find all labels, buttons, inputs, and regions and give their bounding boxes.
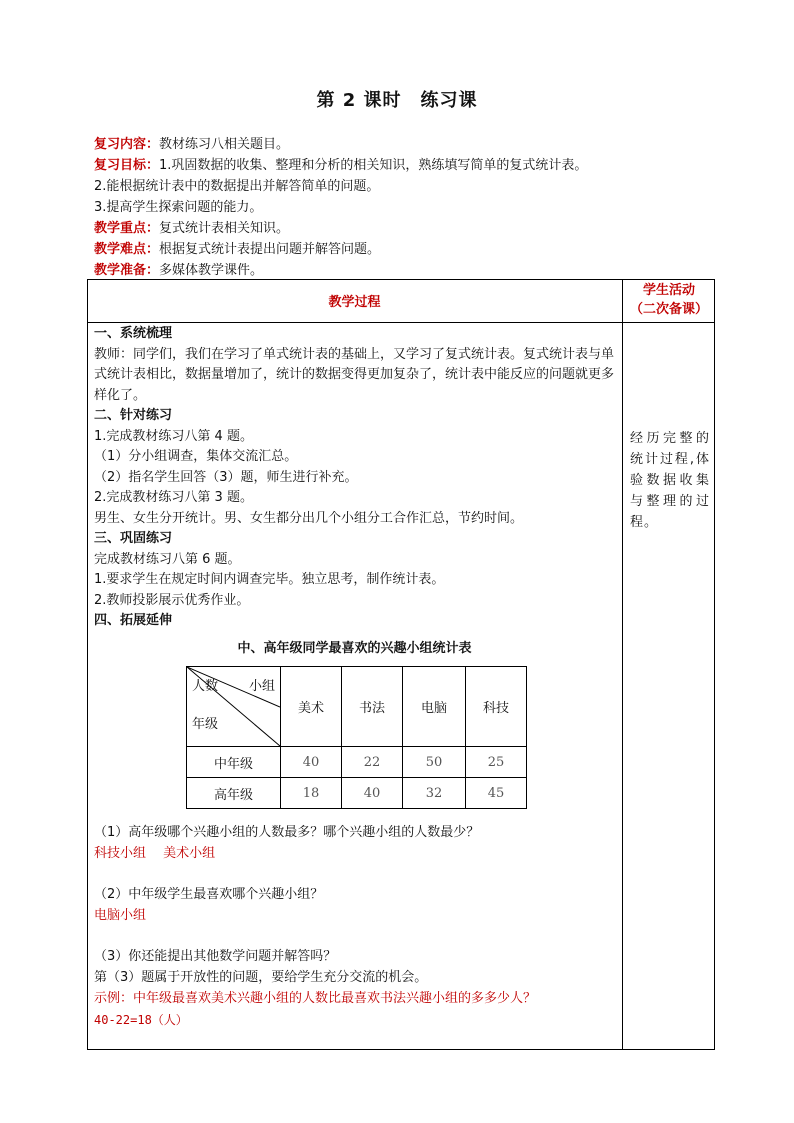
header-divider (87, 322, 715, 323)
answer-1: 科技小组 美术小组 (94, 846, 216, 861)
review-goal-1: 1.巩固数据的收集、整理和分析的相关知识，熟练填写简单的复式统计表。 (159, 158, 588, 173)
section-2-line-1: 1.完成教材练习八第 4 题。 (94, 428, 253, 444)
teaching-difficulty-label: 教学难点： (94, 242, 160, 257)
section-heading-3: 三、巩固练习 (94, 531, 173, 546)
review-content (94, 134, 734, 155)
teaching-prep (94, 260, 734, 281)
student-activity-note: 经历完整的统计过程,体验数据收集与整理的过程。 (630, 431, 710, 530)
review-goal-2: 2.能根据统计表中的数据提出并解答简单的问题。 (94, 179, 380, 194)
stats-header-row (187, 667, 527, 747)
teaching-difficulty (94, 239, 734, 260)
table-cell: 18 (281, 778, 342, 809)
column-divider (622, 279, 623, 1050)
section-3-line-2: 1.要求学生在规定时间内调查完毕。独立思考，制作统计表。 (94, 572, 445, 587)
table-cell: 25 (466, 747, 527, 778)
question-3: （3）你还能提出其他数学问题并解答吗？ (94, 949, 337, 964)
row-label-middle-grade: 中年级 (187, 747, 281, 778)
section-2-line-2: （1）分小组调查，集体交流汇总。 (94, 449, 298, 464)
interest-group-stats-table (186, 666, 527, 809)
question-2: （2）中年级学生最喜欢哪个兴趣小组？ (94, 887, 324, 902)
column-header-technology: 科技 (466, 667, 527, 747)
section-3-line-3: 2.教师投影展示优秀作业。 (94, 592, 250, 608)
table-cell: 32 (403, 778, 466, 809)
table-cell: 50 (403, 747, 466, 778)
teaching-prep-text: 多媒体教学课件。 (159, 263, 264, 278)
page-title: 第 2 课时 练习课 (316, 90, 478, 111)
review-goal (94, 155, 734, 176)
stats-table-title: 中、高年级同学最喜欢的兴趣小组统计表 (237, 641, 472, 656)
section-2-line-3: （2）指名学生回答（3）题，师生进行补充。 (94, 469, 358, 485)
review-content-label: 复习内容： (94, 137, 160, 152)
example-answer: 40-22=18（人） (94, 1013, 188, 1027)
section-heading-2: 二、针对练习 (94, 408, 173, 423)
corner-label-grade: 年级 (192, 717, 219, 732)
question-1: （1）高年级哪个兴趣小组的人数最多？哪个兴趣小组的人数最少？ (94, 825, 480, 840)
review-goal-3: 3.提高学生探索问题的能力。 (94, 200, 263, 215)
section-1-text: 教师：同学们，我们在学习了单式统计表的基础上，又学习了复式统计表。复式统计表与单式统计表相比，数据量增加了，统计的数据变得更加复杂了，统计表中能反应的问题就更多样化了。 (94, 346, 615, 403)
table-row (187, 747, 527, 778)
section-2-line-4: 2.完成教材练习八第 3 题。 (94, 490, 253, 505)
teaching-key (94, 218, 734, 239)
teaching-key-label: 教学重点： (94, 221, 160, 236)
corner-label-group: 小组 (248, 679, 275, 694)
table-row (187, 778, 527, 809)
teaching-difficulty-text: 根据复式统计表提出问题并解答问题。 (159, 242, 381, 257)
diagonal-header-cell (187, 667, 281, 747)
table-cell: 22 (342, 747, 403, 778)
row-label-high-grade: 高年级 (187, 778, 281, 809)
student-activity-title: 学生活动 (642, 283, 695, 298)
column-header-computer: 电脑 (403, 667, 466, 747)
column-header-calligraphy: 书法 (342, 667, 403, 747)
teaching-prep-label: 教学准备： (94, 263, 160, 278)
teaching-process-body (94, 324, 620, 632)
second-prep-label: （二次备课） (629, 302, 708, 317)
corner-label-count: 人数 (192, 679, 219, 694)
table-cell: 45 (466, 778, 527, 809)
table-cell: 40 (342, 778, 403, 809)
teaching-key-text: 复式统计表相关知识。 (159, 221, 290, 236)
student-activity-header (623, 281, 715, 319)
section-2-line-5: 男生、女生分开统计。男、女生都分出几个小组分工合作汇总，节约时间。 (94, 510, 524, 526)
section-3-line-1: 完成教材练习八第 6 题。 (94, 551, 241, 567)
review-content-text: 教材练习八相关题目。 (159, 137, 290, 152)
question-3-note: 第（3）题属于开放性的问题，要给学生充分交流的机会。 (94, 970, 428, 985)
review-goal-label: 复习目标： (94, 158, 160, 173)
section-heading-1: 一、系统梳理 (94, 326, 173, 341)
example-question: 示例：中年级最喜欢美术兴趣小组的人数比最喜欢书法兴趣小组的多多少人？ (94, 991, 537, 1006)
answer-2: 电脑小组 (94, 908, 147, 923)
teaching-process-header: 教学过程 (328, 295, 381, 310)
table-cell: 40 (281, 747, 342, 778)
section-heading-4: 四、拓展延伸 (94, 613, 173, 628)
column-header-art: 美术 (281, 667, 342, 747)
